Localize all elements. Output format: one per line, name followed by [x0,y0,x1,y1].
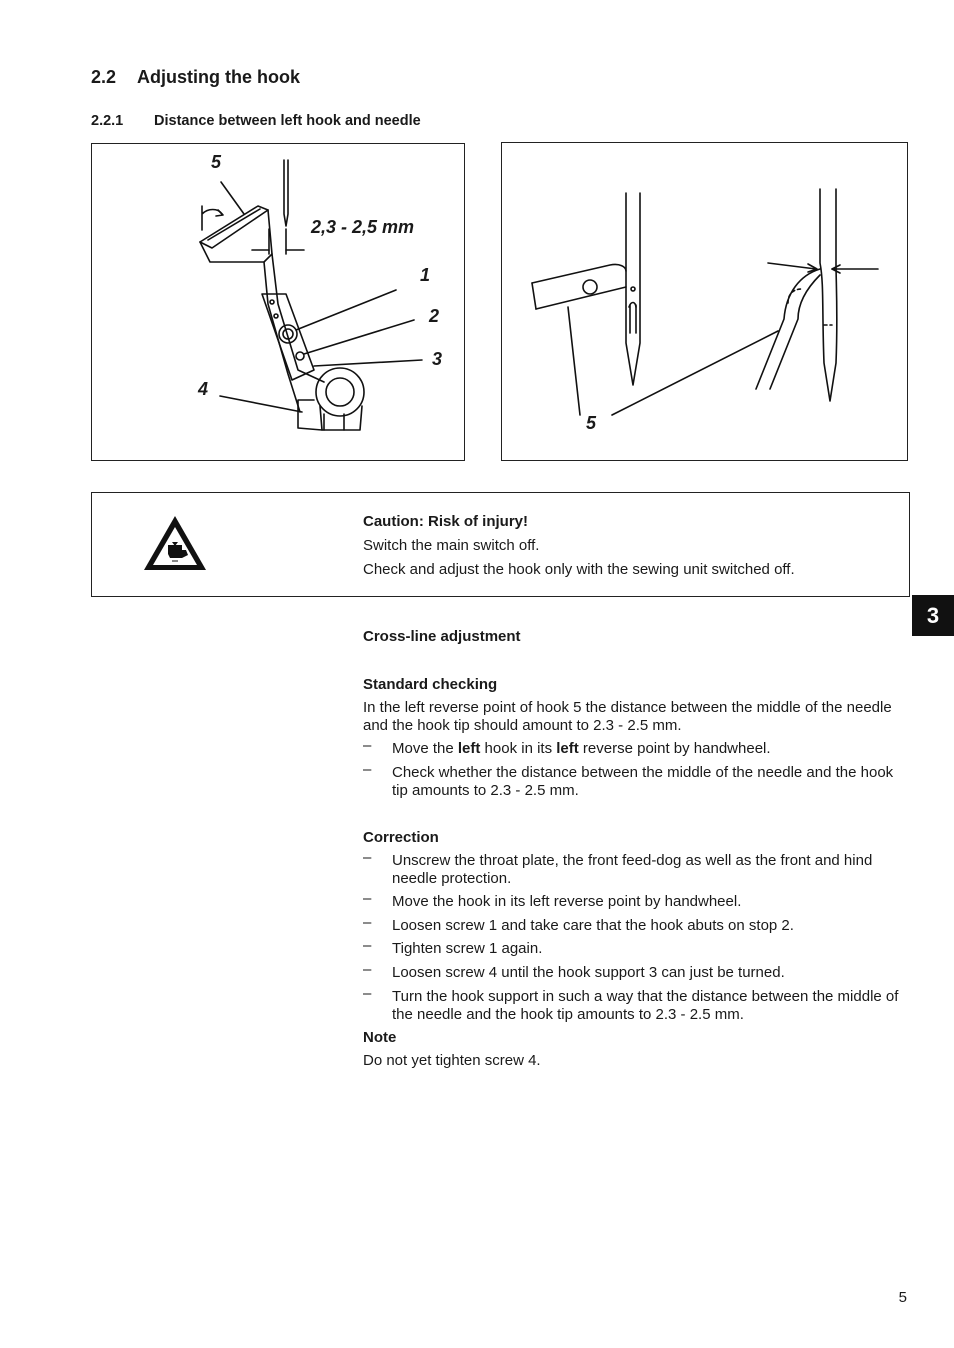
list-item [363,761,908,799]
caution-box [91,492,910,597]
list-item [363,985,908,1023]
list-item [363,890,908,911]
needle-hook-detail-drawing [502,143,907,460]
note-heading: Note [363,1029,397,1046]
step-text: Loosen screw 4 until the hook support 3 can just be turned. [392,964,785,981]
note-text: Do not yet tighten screw 4. [363,1052,541,1069]
list-dash: – [363,937,372,954]
step-text: Tighten screw 1 again. [392,940,543,957]
caution-title: Caution: Risk of injury! [363,513,528,530]
callout-5: 5 [211,152,222,172]
step-text: hook in its [480,740,557,757]
figure-hook-assembly [91,143,465,461]
step-text: reverse point by handwheel. [578,740,771,757]
callout-3: 3 [432,349,443,369]
list-dash: – [363,961,372,978]
section-title: Adjusting the hook [137,67,300,87]
list-item [363,961,908,982]
step-text: Check whether the distance between the middle of the needle and the hook tip amounts to 2.3 - 2.5 mm. [392,764,894,799]
list-item [363,737,908,758]
caution-line-1: Switch the main switch off. [363,537,540,554]
list-item [363,849,908,887]
subsection-number: 2.2.1 [91,113,124,129]
subsection-heading [91,113,421,129]
subsection-title: Distance between left hook and needle [154,113,421,129]
standard-checking-intro: In the left reverse point of hook 5 the distance between the middle of the needle and the hook tip should amount to 2.3 - 2.5 mm. [363,699,892,734]
cross-line-heading: Cross-line adjustment [363,628,521,645]
list-item [363,937,908,958]
step-emphasis: left [556,740,579,757]
caution-text [363,510,795,582]
dimension-label: 2,3 - 2,5 mm [311,217,415,237]
callout-2: 2 [429,306,440,326]
hand-injury-warning-icon [142,514,208,572]
callout-1: 1 [420,265,431,285]
step-emphasis: left [457,740,481,757]
section-number: 2.2 [91,67,117,87]
step-text: Turn the hook support in such a way that the distance between the middle of the needle and the hook tip amounts to 2.3 - 2.5 mm. [392,988,899,1023]
caution-line-2: Check and adjust the hook only with the sewing unit switched off. [363,561,795,578]
list-dash: – [363,890,372,907]
list-item [363,914,908,935]
step-text: Move the hook in its left reverse point by handwheel. [392,893,742,910]
step-text: Loosen screw 1 and take care that the hook abuts on stop 2. [392,917,794,934]
chapter-tab: 3 [912,595,954,636]
callout-5-detail: 5 [586,413,597,433]
figure-needle-hook-detail [501,142,908,461]
section-heading [91,67,300,88]
list-dash: – [363,737,372,754]
standard-checking-heading: Standard checking [363,676,498,693]
list-dash: – [363,985,372,1002]
correction-heading: Correction [363,829,439,846]
page-number: 5 [898,1289,907,1306]
callout-4: 4 [198,379,209,399]
hook-assembly-drawing [92,144,464,460]
list-dash: – [363,761,372,778]
step-text: Move the [392,740,458,757]
step-text: Unscrew the throat plate, the front feed-dog as well as the front and hind needle protection. [392,852,873,887]
list-dash: – [363,849,372,866]
list-dash: – [363,914,372,931]
